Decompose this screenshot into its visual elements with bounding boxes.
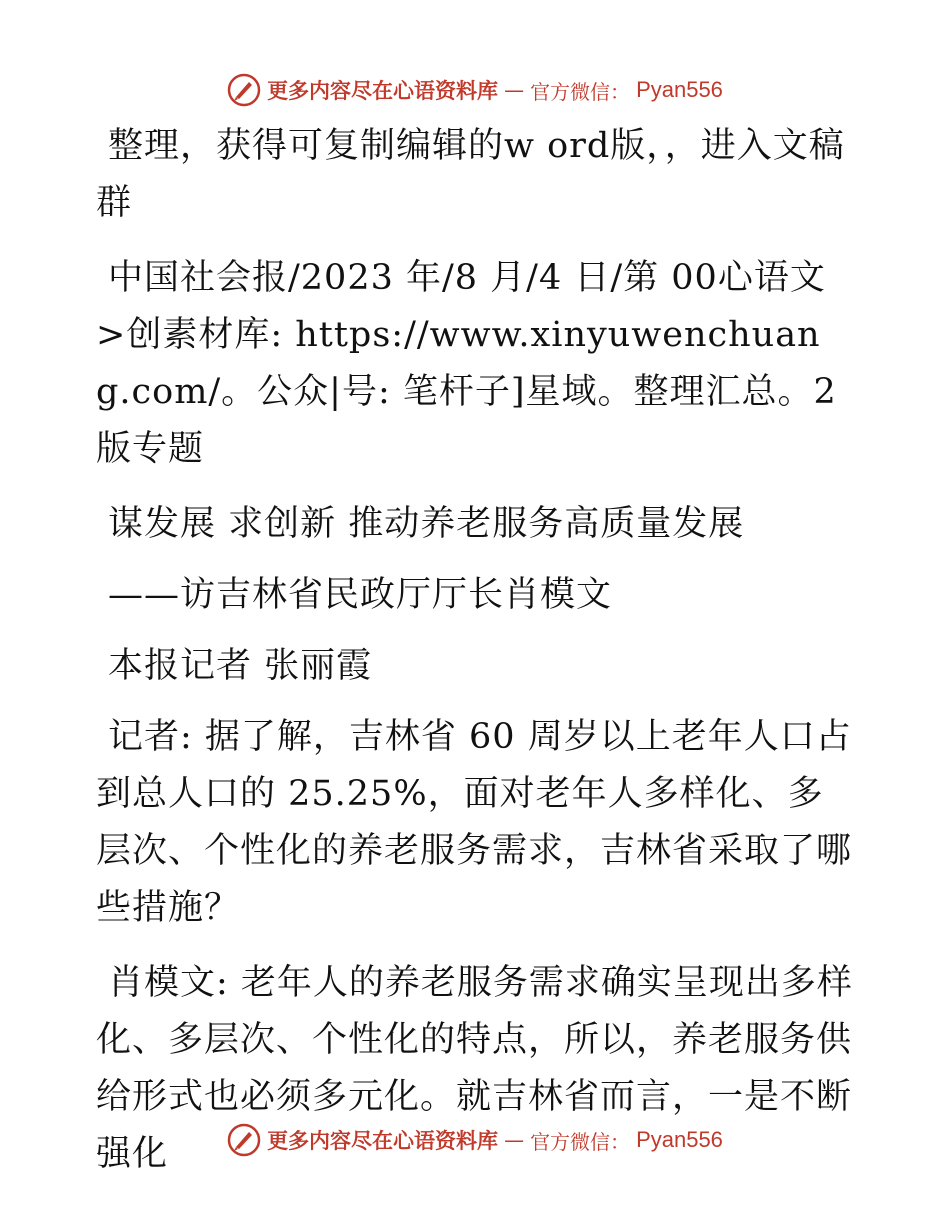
paragraph-intro: 整理，获得可复制编辑的w ord版，，进入文稿群 bbox=[96, 126, 845, 223]
article-subtitle: ——访吉林省民政厅厅长肖模文 bbox=[108, 575, 613, 615]
paragraph-source: 中国社会报/2023 年/8 月/4 日/第 00心语文>创素材库: https://www.xinyuwenchuang.com/。公众|号: 笔杆子]星域。整理汇总。2 版专题 bbox=[96, 258, 837, 469]
footer-wechat-id: Pyan556 bbox=[636, 1127, 723, 1152]
article-title: 谋发展 求创新 推动养老服务高质量发展 bbox=[108, 504, 745, 544]
paragraph-answer: 肖模文: 老年人的养老服务需求确实呈现出多样化、多层次、个性化的特点，所以，养老服务供给形式也必须多元化。就吉林省而言，一是不断强化 bbox=[96, 963, 853, 1174]
header-wechat-id: Pyan556 bbox=[636, 77, 723, 102]
quill-pen-logo-icon bbox=[227, 1123, 261, 1157]
footer-dash: — bbox=[504, 1128, 525, 1152]
footer-site-text: 更多内容尽在心语资料库 bbox=[267, 1128, 499, 1153]
footer-wechat-label: 官方微信： bbox=[530, 1129, 631, 1154]
footer-banner bbox=[0, 1120, 950, 1160]
document-body bbox=[96, 118, 856, 1201]
header-site-text: 更多内容尽在心语资料库 bbox=[267, 78, 499, 103]
header-dash: — bbox=[504, 78, 525, 102]
quill-pen-logo-icon bbox=[227, 73, 261, 107]
paragraph-question: 记者: 据了解，吉林省 60 周岁以上老年人口占到总人口的 25.25%，面对老年人多样化、多层次、个性化的养老服务需求，吉林省采取了哪些措施？ bbox=[96, 717, 853, 928]
article-byline: 本报记者 张丽霞 bbox=[108, 646, 373, 686]
header-banner bbox=[0, 70, 950, 110]
header-wechat-label: 官方微信： bbox=[530, 79, 631, 104]
